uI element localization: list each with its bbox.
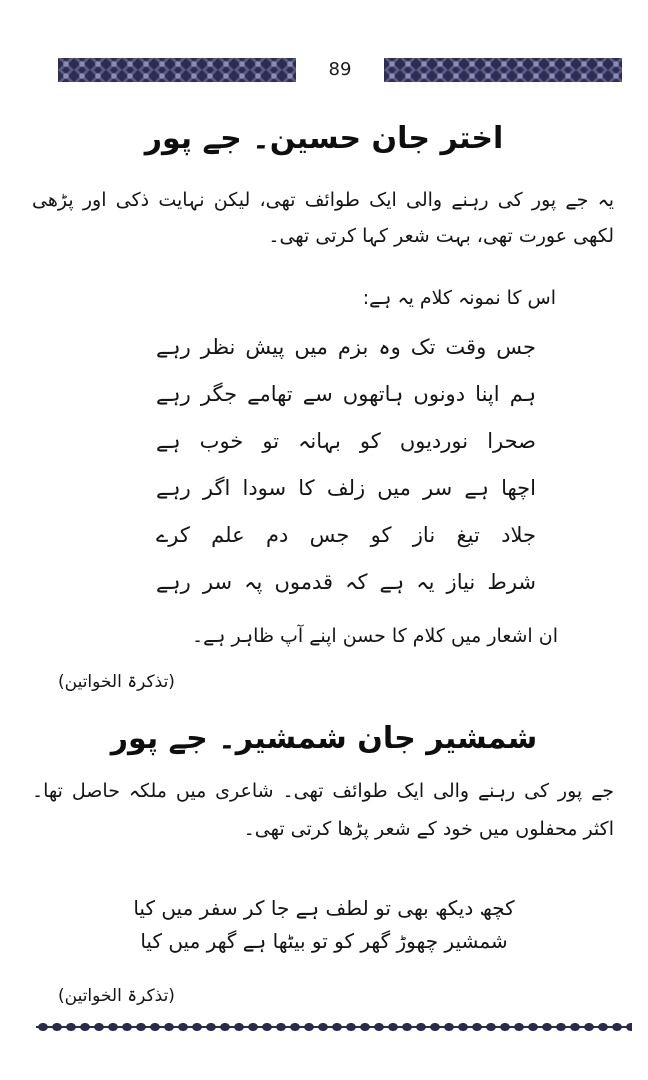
section-1-closing: ان اشعار میں کلام کا حسن اپنے آپ ظاہر ہے۔ [192,625,558,647]
verse-line: ہم اپنا دونوں ہاتھوں سے تھامے جگر رہے [156,382,536,406]
verse-line: شمشیر چھوڑ گھر کو تو بیٹھا ہے گھر میں کیا [140,929,508,953]
verse-line: جلاد تیغ ناز کو جس دم علم کرے [156,523,536,547]
section-1-intro: اس کا نمونہ کلام یہ ہے: [362,287,556,309]
ornament-right [384,58,622,82]
page-number: 89 [328,59,352,80]
section-2-paragraph: جے پور کی رہنے والی ایک طوائف تھی۔ شاعری میں ملکہ حاصل تھا۔ اکثر محفلوں میں خود کے شعر پڑھا کرتی تھی۔ [32,780,614,840]
section-1-verses [156,324,536,606]
verse-line: شرط نیاز یہ ہے کہ قدموں پہ سر رہے [156,570,536,594]
bottom-ornamental-rule [36,1021,632,1033]
page-header-band [58,58,622,82]
section-2-citation: (تذکرۃ الخواتین) [58,986,175,1006]
section-1-paragraph: یہ جے پور کی رہنے والی ایک طوائف تھی، لیکن نہایت ذکی اور پڑھی لکھی عورت تھی، بہت شعر کہا کرتی تھی۔ [32,189,614,247]
verse-line: صحرا نوردیوں کو بہانہ تو خوب ہے [156,429,536,453]
ornament-left [58,58,296,82]
verse-line: کچھ دیکھ بھی تو لطف ہے جا کر سفر میں کیا [133,896,515,920]
section-1-citation: (تذکرۃ الخواتین) [58,672,175,692]
section-heading-akhtar-jan: اختر جان حسین۔ جے پور [144,121,504,156]
section-heading-shamsheer-jan: شمشیر جان شمشیر۔ جے پور [110,721,538,756]
section-2-verses [0,892,648,958]
verse-line: اچھا ہے سر میں زلف کا سودا اگر رہے [156,476,536,500]
verse-line: جس وقت تک وہ بزم میں پیش نظر رہے [156,335,536,359]
